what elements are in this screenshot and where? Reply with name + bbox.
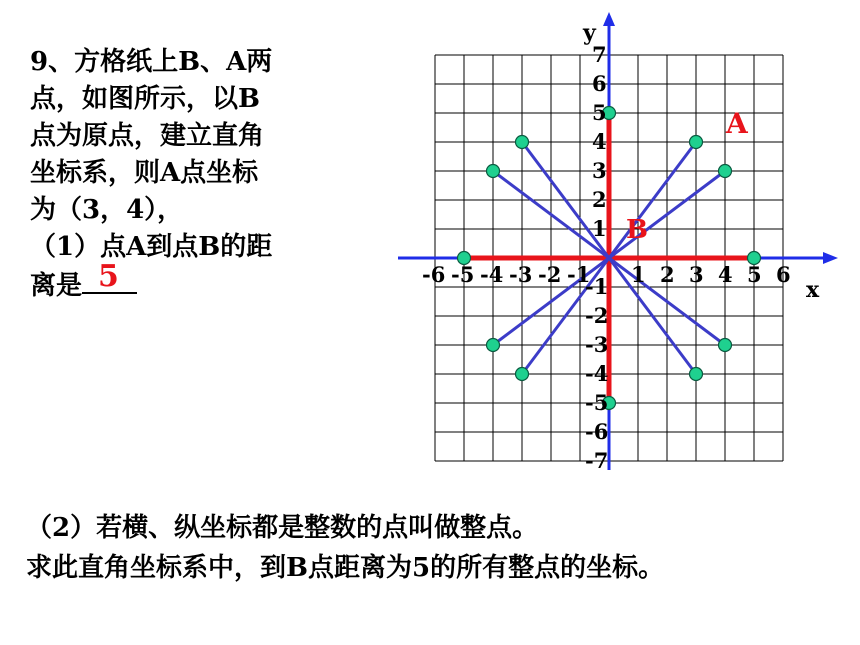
point-a-label: A [726, 107, 748, 140]
problem-line: 为（3，4）， [30, 195, 184, 225]
y-axis-label: y [583, 20, 596, 46]
x-tick-label: -5 [451, 262, 475, 287]
y-tick-label: -5 [585, 390, 609, 415]
point-b-label: B [626, 215, 648, 245]
answer-value: 5 [98, 259, 119, 294]
y-tick-label: 2 [592, 187, 607, 212]
integer-point [516, 136, 529, 149]
question-2 [26, 508, 664, 588]
y-tick-label: 3 [592, 158, 607, 183]
question-2-line-2: 求此直角坐标系中，到B点距离为5的所有整点的坐标。 [26, 553, 665, 583]
integer-point [487, 165, 500, 178]
x-tick-label: -4 [480, 262, 504, 287]
x-tick-label: 4 [718, 262, 733, 287]
x-tick-label: 1 [631, 262, 646, 287]
y-tick-label: -3 [585, 332, 609, 357]
problem-line: 点，如图所示，以B [30, 84, 260, 114]
y-tick-label: 4 [592, 129, 607, 154]
y-tick-label: 5 [592, 100, 607, 125]
problem-line: （1）点A到点B的距 [30, 232, 273, 262]
integer-point [487, 339, 500, 352]
x-axis-label: x [806, 277, 820, 303]
y-tick-label: -1 [585, 274, 609, 299]
y-tick-label: -2 [585, 303, 609, 328]
x-tick-label: -2 [538, 262, 562, 287]
integer-point [690, 368, 703, 381]
integer-point [690, 136, 703, 149]
x-tick-label: -1 [567, 262, 591, 287]
y-tick-label: 1 [592, 216, 607, 241]
x-tick-label: 5 [747, 262, 762, 287]
y-tick-label: 6 [592, 71, 607, 96]
x-tick-label: -3 [509, 262, 533, 287]
x-tick-label: 6 [776, 262, 791, 287]
y-tick-label: -7 [585, 448, 609, 473]
y-axis-arrow-icon [603, 12, 615, 26]
y-tick-label: -4 [585, 361, 609, 386]
x-tick-label: -6 [422, 262, 446, 287]
x-tick-label: 3 [689, 262, 704, 287]
problem-line: 9、方格纸上B、A两 [30, 47, 273, 77]
y-tick-label: -6 [585, 419, 609, 444]
integer-point [516, 368, 529, 381]
integer-point [719, 165, 732, 178]
problem-line: 坐标系，则A点坐标 [30, 158, 259, 188]
problem-line: 点为原点，建立直角 [30, 121, 265, 151]
answer-prefix: 离是 [30, 271, 83, 301]
x-tick-label: 2 [660, 262, 675, 287]
question-2-line-1: （2）若横、纵坐标都是整数的点叫做整点。 [26, 513, 539, 543]
x-axis-arrow-icon [823, 252, 838, 264]
y-tick-label: 7 [592, 42, 607, 67]
integer-point [719, 339, 732, 352]
